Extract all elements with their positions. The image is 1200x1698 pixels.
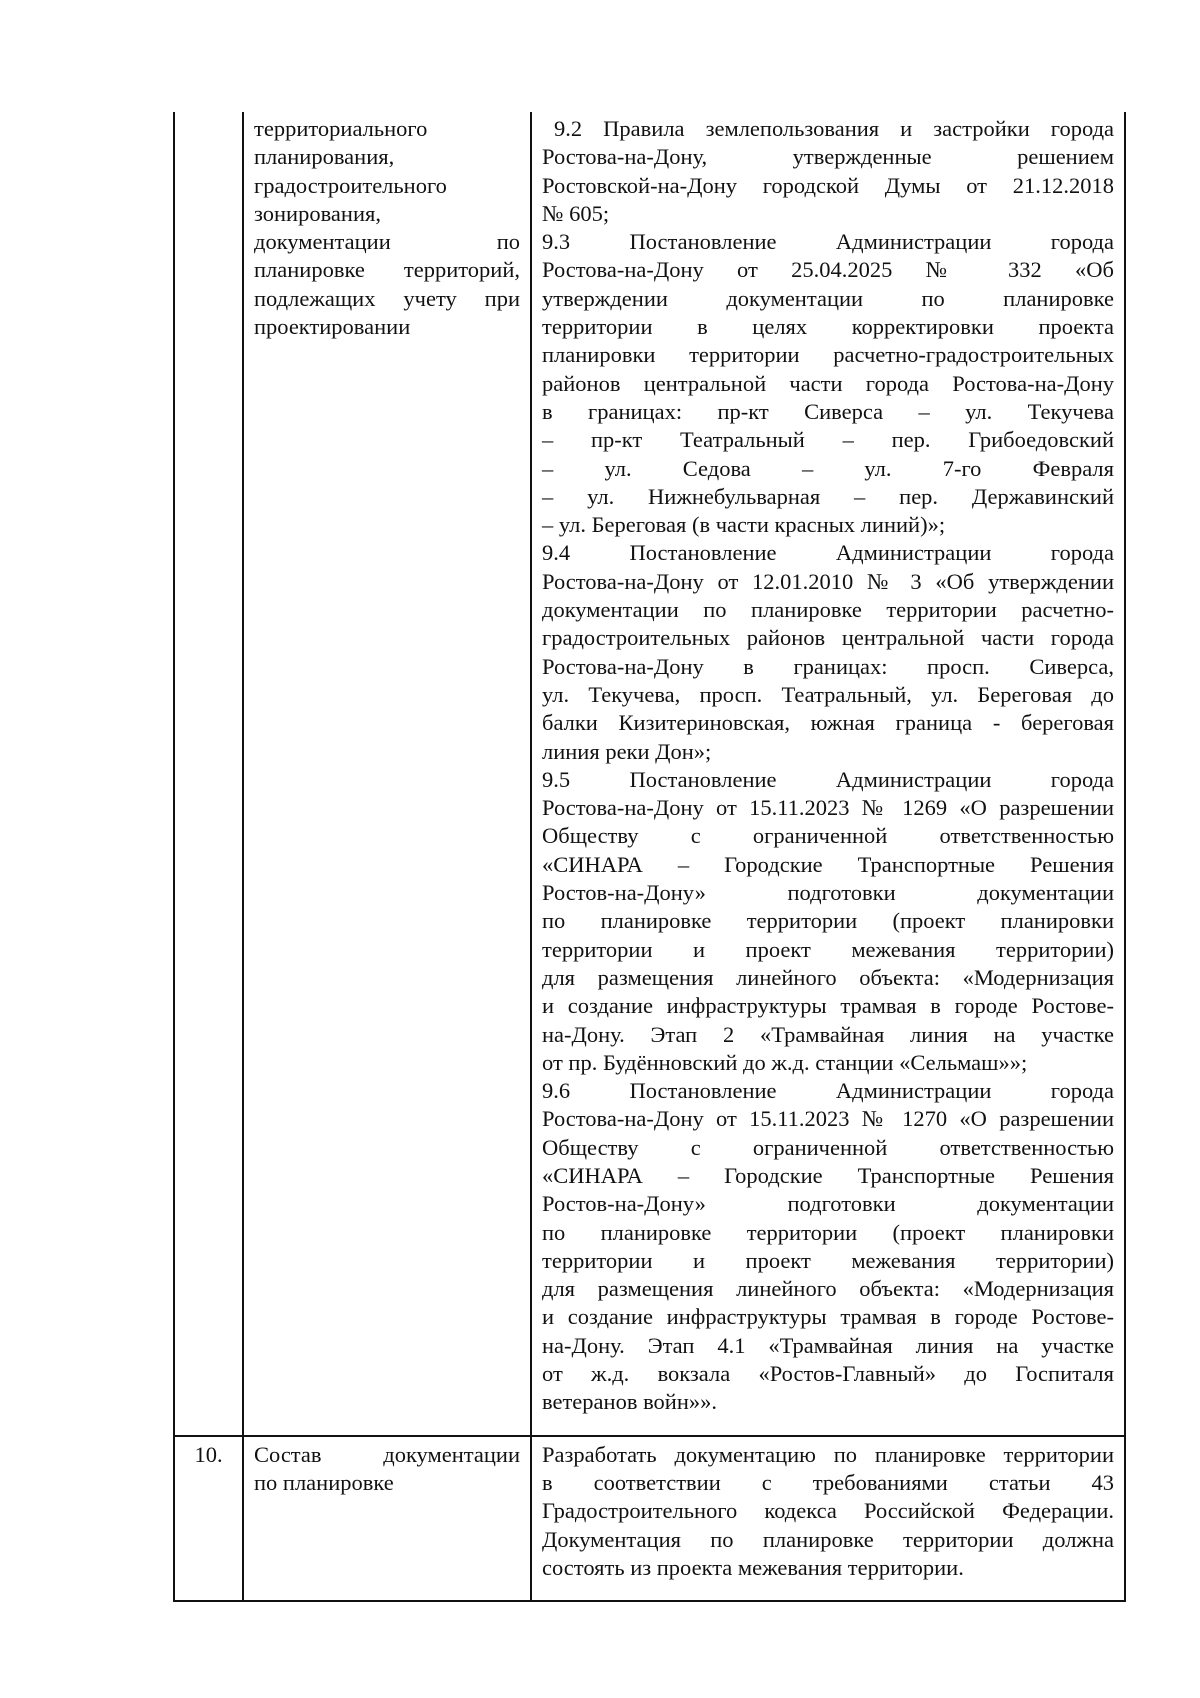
value-line: состоять из проекта межевания территории. xyxy=(542,1554,964,1580)
item-line: – пр-кт Театральный – пер. Грибоедовский xyxy=(542,427,1114,453)
name-line: проектировании xyxy=(254,314,411,340)
item-line: ветеранов войн»». xyxy=(542,1389,718,1415)
item-line: «СИНАРА – Городские Транспортные Решения xyxy=(542,1162,1114,1188)
item-line: 9.5 Постановление Администрации города xyxy=(542,766,1114,792)
item-line: балки Кизитериновская, южная граница - береговая xyxy=(542,710,1114,736)
name-line: планировке территорий, xyxy=(254,257,520,283)
item-line: территории в целях корректировки проекта xyxy=(542,314,1114,340)
requirements-table xyxy=(173,112,1126,1602)
row-number-cell: 10. xyxy=(174,1436,243,1601)
item-line: – ул. Нижнебульварная – пер. Державинский xyxy=(542,483,1114,509)
document-item-1 xyxy=(542,115,1114,228)
item-line: на-Дону. Этап 4.1 «Трамвайная линия на участке xyxy=(542,1332,1114,1358)
value-line: в соответствии с требованиями статьи 43 xyxy=(542,1469,1114,1495)
item-line: – ул. Береговая (в части красных линий)»; xyxy=(542,512,946,538)
row-name-cell xyxy=(243,1436,531,1601)
item-line: и создание инфраструктуры трамвая в городе Ростове- xyxy=(542,1304,1114,1330)
name-line: подлежащих учету при xyxy=(254,285,520,311)
name-line: планирования, xyxy=(254,144,395,170)
item-line: и создание инфраструктуры трамвая в городе Ростове- xyxy=(542,993,1114,1019)
item-line: – ул. Седова – ул. 7-го Февраля xyxy=(542,455,1114,481)
item-line: Ростова-на-Дону в границах: просп. Сиверса, xyxy=(542,653,1114,679)
value-line: Разработать документацию по планировке территории xyxy=(542,1441,1114,1467)
item-line: ул. Текучева, просп. Театральный, ул. Береговая до xyxy=(542,681,1114,707)
value-line: Градостроительного кодекса Российской Федерации. xyxy=(542,1498,1114,1524)
item-line: на-Дону. Этап 2 «Трамвайная линия на участке xyxy=(542,1021,1114,1047)
row-value-cell xyxy=(531,112,1125,1436)
row-number-cell xyxy=(174,112,243,1436)
item-line: Ростова-на-Дону от 25.04.2025 № 332 «Об xyxy=(542,257,1114,283)
item-line: территории и проект межевания территории) xyxy=(542,1247,1114,1273)
item-line: линия реки Дон»; xyxy=(542,738,712,764)
item-line: от пр. Будённовский до ж.д. станции «Сельмаш»»; xyxy=(542,1049,1028,1075)
item-line: 9.4 Постановление Администрации города xyxy=(542,540,1114,566)
item-line: Ростовской-на-Дону городской Думы от 21.12.2018 xyxy=(542,172,1114,198)
document-item-4 xyxy=(542,766,1114,1077)
item-line: утверждении документации по планировке xyxy=(542,285,1114,311)
item-line: градостроительных районов центральной части города xyxy=(542,625,1114,651)
table-row-10 xyxy=(174,1436,1125,1601)
item-line: Ростов-на-Дону» подготовки документации xyxy=(542,1191,1114,1217)
item-line: районов центральной части города Ростова-на-Дону xyxy=(542,370,1114,396)
name-line: зонирования, xyxy=(254,200,381,226)
item-line: для размещения линейного объекта: «Модернизация xyxy=(542,1276,1114,1302)
item-line: 9.2 Правила землепользования и застройки города xyxy=(554,116,1114,141)
item-line: по планировке территории (проект планировки xyxy=(542,908,1114,934)
item-line: территории и проект межевания территории) xyxy=(542,936,1114,962)
name-line: по планировке xyxy=(254,1469,394,1495)
table-row-continued xyxy=(174,112,1125,1436)
row-value-cell xyxy=(531,1436,1125,1601)
item-line: в границах: пр-кт Сиверса – ул. Текучева xyxy=(542,398,1114,424)
item-line: Ростова-на-Дону, утвержденные решением xyxy=(542,144,1114,170)
name-line: градостроительного xyxy=(254,172,447,198)
item-line: для размещения линейного объекта: «Модернизация xyxy=(542,964,1114,990)
item-line: планировки территории расчетно-градостроительных xyxy=(542,342,1114,368)
item-line: Обществу с ограниченной ответственностью xyxy=(542,1134,1114,1160)
name-line: территориального xyxy=(254,116,428,141)
item-line: документации по планировке территории расчетно- xyxy=(542,597,1114,623)
item-line: Ростова-на-Дону от 15.11.2023 № 1269 «О разрешении xyxy=(542,795,1114,821)
item-line: от ж.д. вокзала «Ростов-Главный» до Госпиталя xyxy=(542,1361,1114,1387)
item-line: Ростова-на-Дону от 12.01.2010 № 3 «Об утверждении xyxy=(542,568,1114,594)
item-line: 9.6 Постановление Администрации города xyxy=(542,1078,1114,1104)
document-item-2 xyxy=(542,228,1114,539)
row-name-cell xyxy=(243,112,531,1436)
document-item-5 xyxy=(542,1077,1114,1417)
value-line: Документация по планировке территории должна xyxy=(542,1526,1114,1552)
name-line: документации по xyxy=(254,229,520,255)
item-line: «СИНАРА – Городские Транспортные Решения xyxy=(542,851,1114,877)
item-line: Ростова-на-Дону от 15.11.2023 № 1270 «О разрешении xyxy=(542,1106,1114,1132)
item-line: Ростов-на-Дону» подготовки документации xyxy=(542,880,1114,906)
name-line: Состав документации xyxy=(254,1441,520,1467)
item-line: № 605; xyxy=(542,200,610,226)
item-line: по планировке территории (проект планировки xyxy=(542,1219,1114,1245)
document-item-3 xyxy=(542,539,1114,765)
item-line: Обществу с ограниченной ответственностью xyxy=(542,823,1114,849)
item-line: 9.3 Постановление Администрации города xyxy=(542,229,1114,255)
